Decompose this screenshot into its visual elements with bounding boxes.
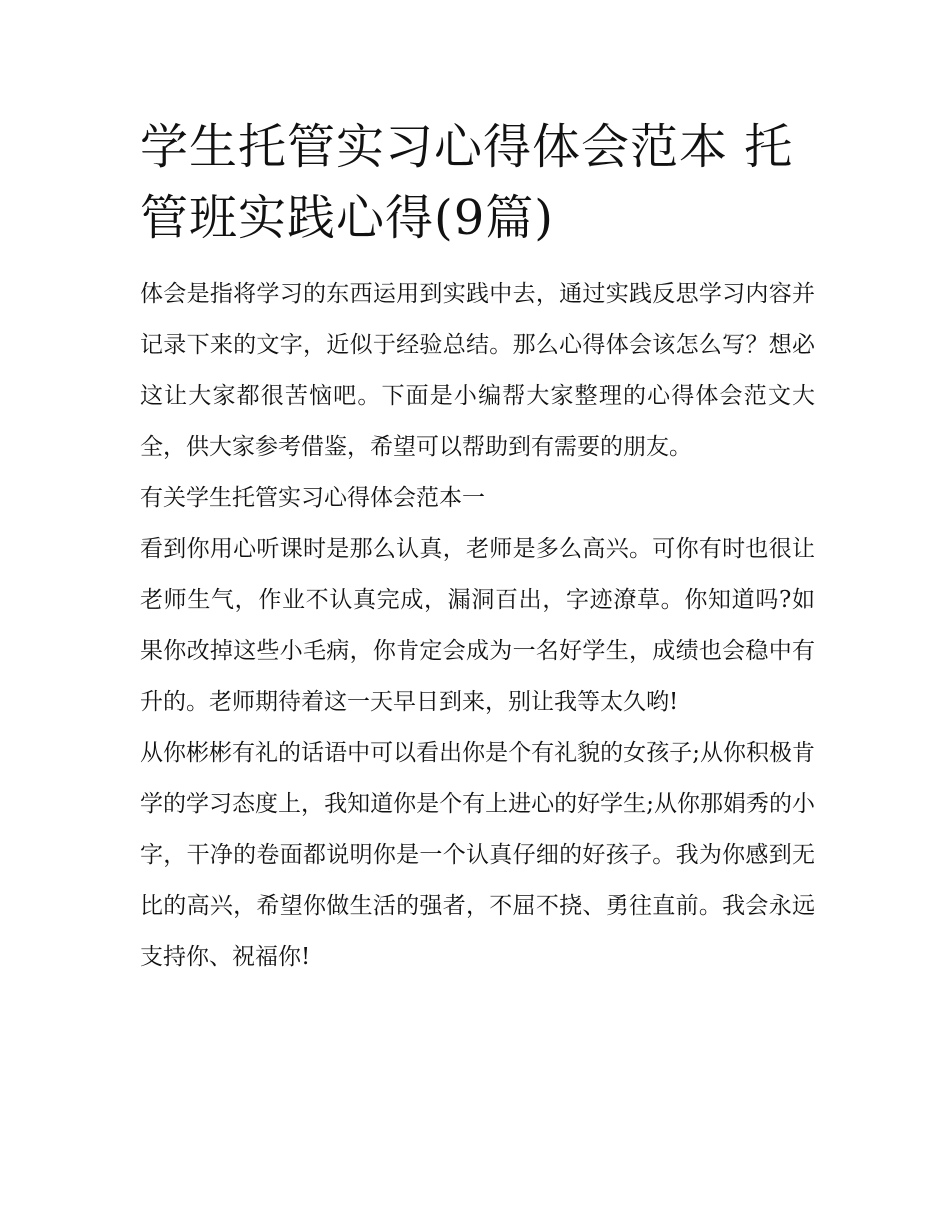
section-heading: 有关学生托管实习心得体会范本一 bbox=[140, 485, 485, 511]
body-paragraph-1: 看到你用心听课时是那么认真，老师是多么高兴。可你有时也很让老师生气，作业不认真完成，漏洞百出，字迹潦草。你知道吗?如果你改掉这些小毛病，你肯定会成为一名好学生，成绩也会稳中有升的。老师期待着这一天早日到来，别让我等太久哟! bbox=[140, 536, 815, 715]
document-content bbox=[140, 112, 815, 983]
intro-paragraph: 体会是指将学习的东西运用到实践中去，通过实践反思学习内容并记录下来的文字，近似于经验总结。那么心得体会该怎么写？想必这让大家都很苦恼吧。下面是小编帮大家整理的心得体会范文大全，供大家参考借鉴，希望可以帮助到有需要的朋友。 bbox=[140, 281, 815, 460]
document-body bbox=[140, 269, 815, 983]
body-paragraph-2: 从你彬彬有礼的话语中可以看出你是个有礼貌的女孩子;从你积极肯学的学习态度上，我知道你是个有上进心的好学生;从你那娟秀的小字，干净的卷面都说明你是一个认真仔细的好孩子。我为你感到无比的高兴，希望你做生活的强者，不屈不挠、勇往直前。我会永远支持你、祝福你! bbox=[140, 740, 815, 970]
document-title: 学生托管实习心得体会范本 托管班实践心得(9篇) bbox=[140, 119, 794, 246]
